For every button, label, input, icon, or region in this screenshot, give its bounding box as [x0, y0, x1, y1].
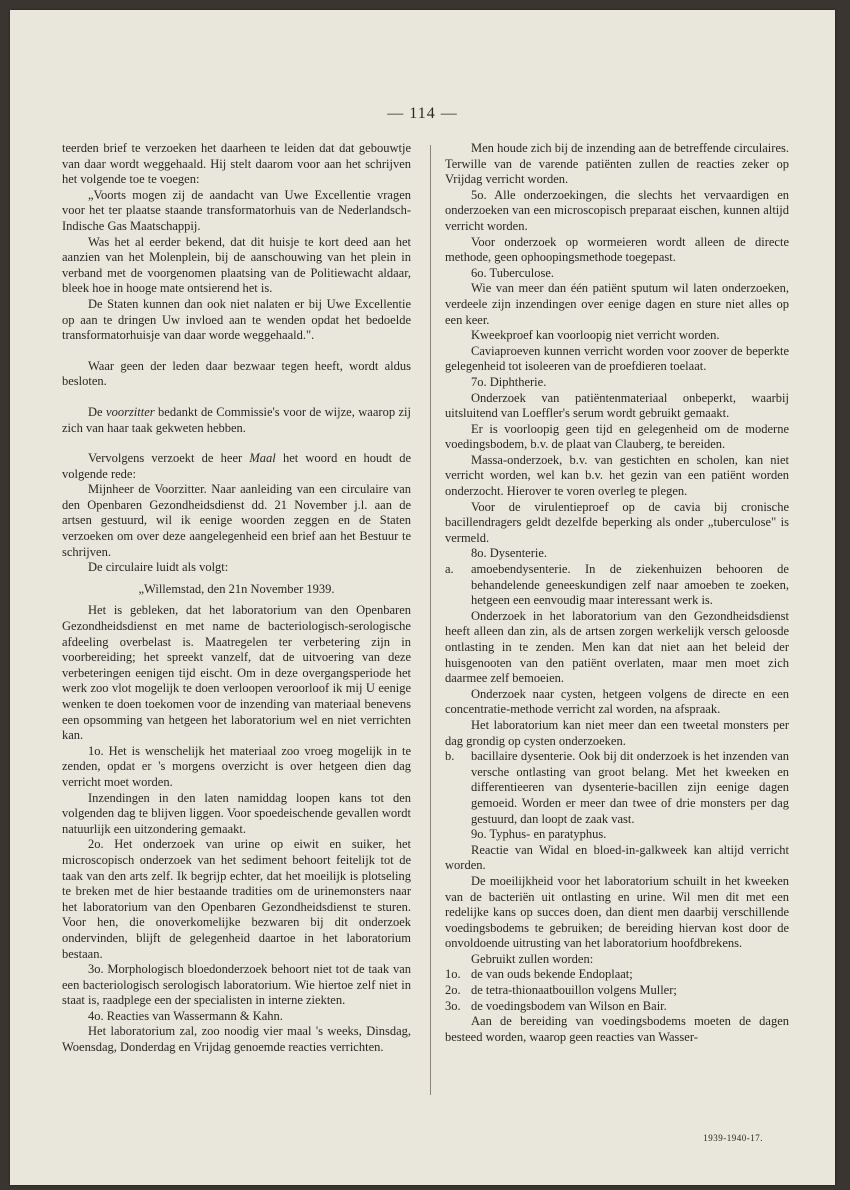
letter-date: „Willemstad, den 21n November 1939.: [138, 581, 335, 596]
paragraph: De circulaire luidt als volgt:: [88, 560, 229, 575]
paragraph: De voorzitter bedankt de Commissie's voor de wijze, waarop zij zich van haar taak gekweten hebben.: [62, 404, 411, 435]
section-heading: 6o. Tuberculose.: [471, 265, 554, 280]
paragraph: De moeilijkheid voor het laboratorium schuilt in het kweeken van de bacteriën uit ontlasting en urine. Wil men dit met een redelijke kans op succes doen, dan dient men daarbij verschillende voedingsbodems te gebruiken; de bereiding hiervan kost door de onvoldoende uitrusting van het laboratorium hoofdbrekens.: [445, 873, 789, 951]
paragraph: Voor onderzoek op wormeieren wordt alleen de directe methode, geen ophoopingsmethode toegepast.: [445, 234, 789, 265]
section-heading: 8o. Dysenterie.: [471, 546, 548, 561]
paragraph: De Staten kunnen dan ook niet nalaten er bij Uwe Excellentie op aan te dringen Uw invloed aan te wenden opdat het bedoelde transformatorhuisje van daar worde weggehaald.".: [62, 296, 411, 343]
section-heading: 4o. Reacties van Wassermann & Kahn.: [88, 1008, 283, 1023]
list-text: bacillaire dysenterie. Ook bij dit onderzoek is het inzenden van versche ontlasting van groot belang. Met het kweeken en differentieeren van dysenterie-bacillen zijn eenige dagen gemoeid. Worden er meer dan twee of drie monsters per dag gestuurd, dan loopt de zaak vast.: [471, 749, 789, 826]
list-item: [445, 999, 789, 1015]
paragraph: Er is voorloopig geen tijd en gelegenheid om de moderne voedingsbodem, b.v. de plaat van Clauberg, te bereiden.: [445, 421, 789, 452]
paragraph: 1o. Het is wenschelijk het materiaal zoo vroeg mogelijk in te zenden, opdat er 's morgens overzicht is over hetgeen dien dag verricht moet worden.: [62, 743, 411, 789]
list-marker: 2o.: [445, 983, 461, 998]
paragraph: 3o. Morphologisch bloedonderzoek behoort niet tot de taak van een bacteriologisch serologisch laboratorium. Wie hiertoe zelf niet in staat is, raadplege een der specialisten in interne ziekten.: [62, 962, 411, 1008]
paragraph: 5o. Alle onderzoekingen, die slechts het vervaardigen en onderzoeken van een microscopisch preparaat eischen, kunnen altijd verricht worden.: [445, 187, 789, 233]
list-item: [445, 562, 789, 609]
paragraph: Aan de bereiding van voedingsbodems moeten de dagen besteed worden, waarop geen reacties van Wasser-: [445, 1014, 789, 1044]
paragraph: Het is gebleken, dat het laboratorium van den Openbaren Gezondheidsdienst en met name de bacteriologisch-serologische afdeeling overbelast is. Maatregelen ter verbetering zijn in voorbereiding; het spreekt vanzelf, dat de uitvoering van deze verbeteringen eenigen tijd eischt. Om in deze overgangsperiode het werk zoo vlot mogelijk te doen verloopen veroorloof ik mij U eenige wenken te doen toekomen voor de inzending van materiaal benevens een opsomming van hetgeen het laboratorium wel en niet verrichten kan.: [62, 603, 411, 743]
paragraph: „Voorts mogen zij de aandacht van Uwe Excellentie vragen voor het ter plaatse staande transformatorhuis van de Nederlandsch-Indische Gas Maatschappij.: [62, 187, 411, 233]
paragraph: Het laboratorium zal, zoo noodig vier maal 's weeks, Dinsdag, Woensdag, Donderdag en Vrijdag genoemde reacties verrichten.: [62, 1024, 411, 1055]
paragraph: Mijnheer de Voorzitter. Naar aanleiding van een circulaire van den Openbaren Gezondheidsdienst dd. 21 November j.l. aan de artsen gestuurd, wil ik eenige woorden zeggen en de Staten verzoeken om over deze aangelegenheid een brief aan het Bestuur te schrijven.: [62, 482, 411, 559]
paragraph: Massa-onderzoek, b.v. van gestichten en scholen, kan niet verricht worden, wel kan b.v. het gezin van een patiënt worden onderzocht. Hierover te voren overleg te plegen.: [445, 452, 789, 499]
paragraph: Men houde zich bij de inzending aan de betreffende circulaires. Terwille van de varende patiënten zullen de reacties zeker op Vrijdag verricht worden.: [445, 141, 789, 187]
speaker-name: voorzitter: [106, 404, 155, 419]
list-marker: 3o.: [445, 998, 461, 1013]
page-number: — 114 —: [387, 105, 458, 122]
paragraph: teerden brief te verzoeken het daarheen te leiden dat dat gebouwtje van daar wordt weggehaald. Hij stelt daarom voor aan het schrijven het volgende toe te voegen:: [62, 141, 411, 187]
column-divider: [430, 145, 431, 1095]
list-text: de tetra-thionaatbouillon volgens Muller;: [471, 983, 677, 998]
footer-code: 1939-1940-17.: [703, 1133, 763, 1143]
list-text: de van ouds bekende Endoplaat;: [471, 967, 633, 982]
list-text: amoebendysenterie. In de ziekenhuizen behooren de behandelende geneeskundigen zelf naar amoeben te zoeken, hetgeen een eenvoudig maar interessant werk is.: [471, 562, 789, 608]
list-marker: a.: [445, 562, 454, 577]
paragraph: Onderzoek in het laboratorium van den Gezondheidsdienst heeft alleen dan zin, als de artsen zorgen werkelijk versch geloosde ontlasting in te zenden. Men kan dat niet aan het beleid der huisgenooten van den patiënt overlaten, maar men moet zich daarmee zelf bemoeien.: [445, 608, 789, 686]
paragraph: Voor de virulentieproef op de cavia bij cronische bacillendragers geldt dezelfde beperking als onder „tuberculose" is vermeld.: [445, 499, 789, 545]
right-column: [445, 141, 789, 1045]
list-text: de voedingsbodem van Wilson en Bair.: [471, 998, 667, 1013]
document-page: [10, 10, 835, 1185]
list-item: [445, 749, 789, 827]
left-column: [62, 141, 411, 1056]
list-item: [445, 967, 789, 983]
paragraph: Was het al eerder bekend, dat dit huisje te kort deed aan het aanzien van het Molenplein, bij de aanschouwing van het plein in verband met de voorgenomen plaatsing van de Politiewacht aldaar, bleek hoe in hooge mate ontsierend het is.: [62, 234, 411, 296]
paragraph: Onderzoek van patiëntenmateriaal onbeperkt, waarbij uitsluitend van Loeffler's serum wordt gebruikt gemaakt.: [445, 390, 789, 421]
paragraph: 2o. Het onderzoek van urine op eiwit en suiker, het microscopisch onderzoek van het sediment behoort feitelijk tot de taak van den arts zelf. Ik begrijp echter, dat het moeilijk is plotseling te breken met de hier bestaande tradities om de urinemonsters naar het laboratorium van den Openbaren Gezondheidsdienst te sturen. Voor hen, die onoverkomelijke bezwaren bij dit onderzoek ondervinden, blijft de gelegenheid daartoe in het laboratorium bestaan.: [62, 837, 411, 961]
list-marker: 1o.: [445, 967, 461, 982]
section-heading: 9o. Typhus- en paratyphus.: [471, 827, 607, 842]
paragraph: Het laboratorium kan niet meer dan een tweetal monsters per dag grondig op cysten onderzoeken.: [445, 717, 789, 748]
paragraph: Kweekproef kan voorloopig niet verricht worden.: [471, 328, 720, 343]
paragraph: Waar geen der leden daar bezwaar tegen heeft, wordt aldus besloten.: [62, 358, 411, 389]
paragraph: Onderzoek naar cysten, hetgeen volgens de directe en een concentratie-methode verricht zal worden, na afspraak.: [445, 686, 789, 717]
paragraph: Caviaproeven kunnen verricht worden voor zoover de beperkte gelegenheid tot isoleeren van de proefdieren toelaat.: [445, 343, 789, 374]
paragraph: Wie van meer dan één patiënt sputum wil laten onderzoeken, verdeele zijn inzendingen over eenige dagen en sture niet alles op een keer.: [445, 281, 789, 327]
section-heading: 7o. Diphtherie.: [471, 374, 547, 389]
list-item: [445, 983, 789, 999]
paragraph: Vervolgens verzoekt de heer Maal het woord en houdt de volgende rede:: [62, 451, 412, 481]
paragraph: Gebruikt zullen worden:: [471, 951, 594, 966]
paragraph: Reactie van Widal en bloed-in-galkweek kan altijd verricht worden.: [445, 842, 789, 873]
speaker-name: Maal: [249, 451, 276, 466]
paragraph: Inzendingen in den laten namiddag loopen kans tot den volgenden dag te blijven liggen. Voor spoedeischende gevallen wordt natuurlijk een uitzondering gemaakt.: [62, 790, 411, 836]
list-marker: b.: [445, 749, 455, 764]
